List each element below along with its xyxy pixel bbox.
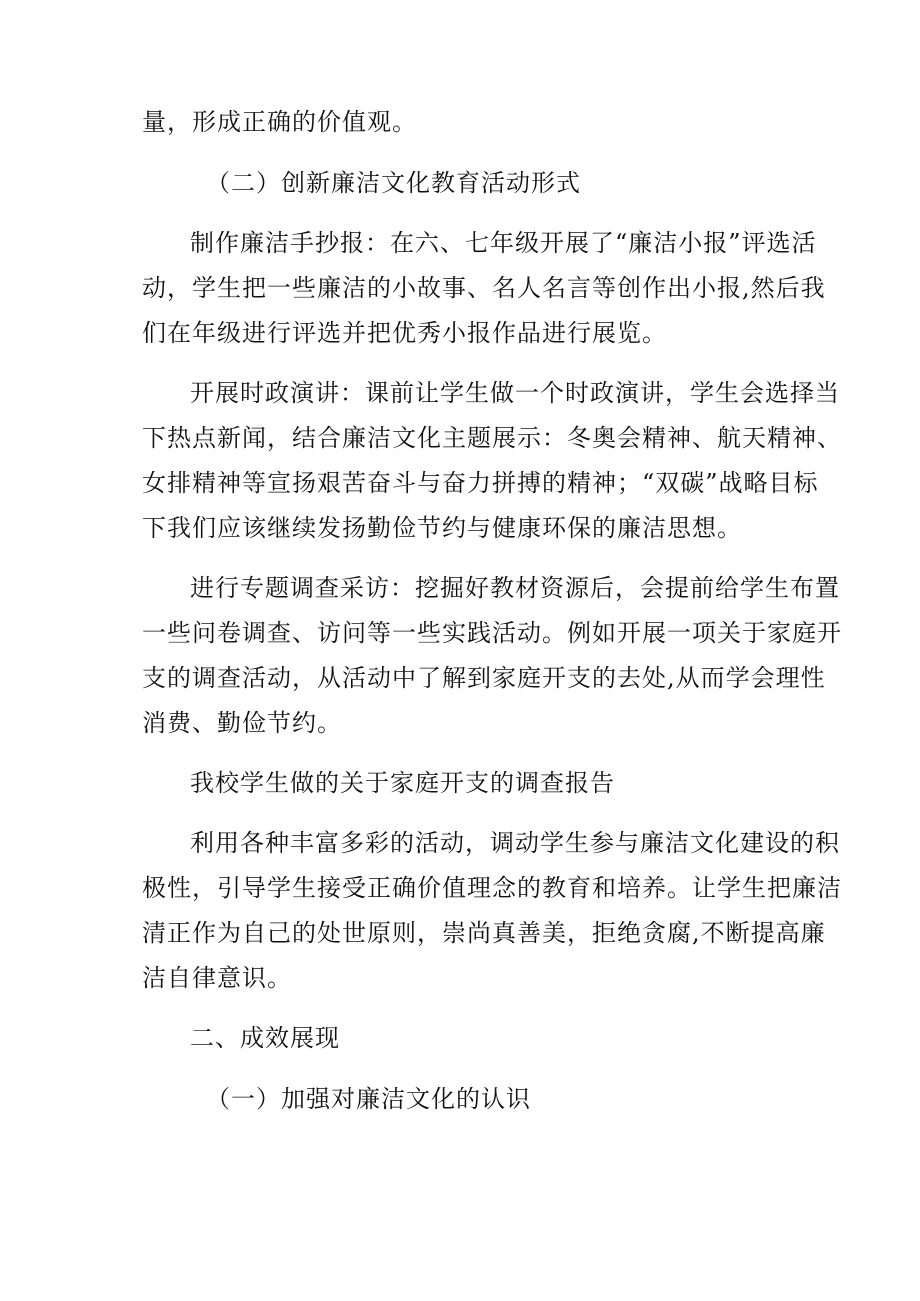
paragraph-line: 一些问卷调查、访问等一些实践活动。例如开展一项关于家庭开 — [142, 619, 842, 647]
section-heading: （二）创新廉洁文化教育活动形式 — [206, 169, 581, 197]
paragraph-line: 女排精神等宣扬艰苦奋斗与奋力拼搏的精神；“双碳”战略目标 — [142, 469, 819, 497]
paragraph-line: 洁自律意识。 — [142, 964, 292, 992]
caption-line: 我校学生做的关于家庭开支的调查报告 — [190, 769, 615, 797]
paragraph-line: 制作廉洁手抄报：在六、七年级开展了“廉洁小报”评选活 — [190, 229, 817, 257]
paragraph-line: 利用各种丰富多彩的活动，调动学生参与廉洁文化建设的积 — [190, 829, 840, 857]
paragraph-line: 下我们应该继续发扬勤俭节约与健康环保的廉洁思想。 — [142, 514, 742, 542]
paragraph-line: 支的调查活动，从活动中了解到家庭开支的去处,从而学会理性 — [142, 664, 826, 692]
paragraph-line: 消费、勤俭节约。 — [142, 709, 342, 737]
paragraph-line: 动，学生把一些廉洁的小故事、名人名言等创作出小报,然后我 — [142, 274, 826, 302]
paragraph-line: 开展时政演讲：课前让学生做一个时政演讲，学生会选择当 — [190, 379, 840, 407]
section-heading: 二、成效展现 — [190, 1024, 340, 1052]
subsection-heading: （一）加强对廉洁文化的认识 — [206, 1085, 531, 1113]
paragraph-line: 清正作为自己的处世原则，崇尚真善美，拒绝贪腐,不断提高廉 — [142, 919, 826, 947]
paragraph-line: 量，形成正确的价值观。 — [142, 108, 417, 136]
paragraph-line: 下热点新闻，结合廉洁文化主题展示：冬奥会精神、航天精神、 — [142, 424, 842, 452]
paragraph-line: 进行专题调查采访：挖掘好教材资源后，会提前给学生布置 — [190, 574, 840, 602]
paragraph-line: 们在年级进行评选并把优秀小报作品进行展览。 — [142, 319, 667, 347]
paragraph-line: 极性，引导学生接受正确价值理念的教育和培养。让学生把廉洁 — [142, 874, 842, 902]
